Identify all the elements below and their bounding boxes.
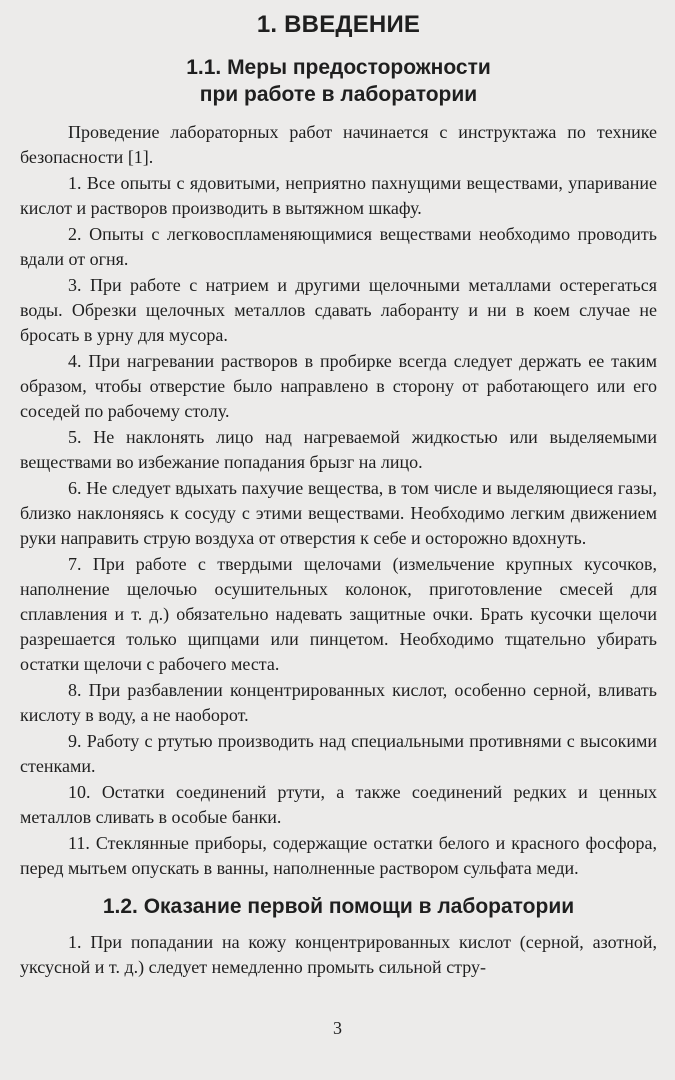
paragraph-first-aid-1: 1. При попадании на кожу концентрированных кислот (серной, азотной, уксусной и т. д.) следует немедленно промыть сильной стру- [20,932,657,977]
paragraph-rule-11: 11. Стеклянные приборы, содержащие остатки белого и красного фосфора, перед мытьем опускать в ванны, наполненные раствором сульфата меди. [20,833,657,878]
chapter-title: 1. ВВЕДЕНИЕ [256,11,421,38]
paragraph-rule-2: 2. Опыты с легковоспламеняющимися веществами необходимо проводить вдали от огня. [20,224,657,269]
paragraph-intro: Проведение лабораторных работ начинается с инструктажа по технике безопасности [1]. [20,122,657,167]
paragraph-rule-3: 3. При работе с натрием и другими щелочными металлами остерегаться воды. Обрезки щелочных металлов сдавать лаборанту и ни в коем случае не бросать в урну для мусора. [20,275,657,345]
page-number: 3 [333,1018,342,1038]
paragraph-rule-7: 7. При работе с твердыми щелочами (измельчение крупных кусочков, наполнение щелочью осушительных колонок, приготовление смесей для сплавления и т. д.) обязательно надевать защитные очки. Брать кусочки щелочи разрешается только щипцами или пинцетом. Необходимо тщательно убирать остатки щелочи с рабочего места. [20,554,657,674]
section-1-title-line-1: 1.1. Меры предосторожности [186,56,491,79]
section-1-title [20,54,657,108]
section-2-title: 1.2. Оказание первой помощи в лаборатории [102,895,575,918]
paragraph-rule-10: 10. Остатки соединений ртути, а также соединений редких и ценных металлов сливать в особые банки. [20,782,657,827]
paragraph-rule-1: 1. Все опыты с ядовитыми, неприятно пахнущими веществами, упаривание кислот и растворов производить в вытяжном шкафу. [20,173,657,218]
paragraph-rule-6: 6. Не следует вдыхать пахучие вещества, в том числе и выделяющиеся газы, близко наклоняясь к сосуду с этими веществами. Необходимо легким движением руки направить струю воздуха от отверстия к себе и осторожно вдохнуть. [20,478,657,548]
paragraph-rule-9: 9. Работу с ртутью производить над специальными противнями с высокими стенками. [20,731,657,776]
section-2-body [20,930,657,980]
paragraph-rule-5: 5. Не наклонять лицо над нагреваемой жидкостью или выделяемыми веществами во избежание попадания брызг на лицо. [20,427,657,472]
section-1-body [20,120,657,881]
section-1-title-line-2: при работе в лаборатории [199,83,478,106]
paragraph-rule-8: 8. При разбавлении концентрированных кислот, особенно серной, вливать кислоту в воду, а не наоборот. [20,680,657,725]
paragraph-rule-4: 4. При нагревании растворов в пробирке всегда следует держать ее таким образом, чтобы отверстие было направлено в сторону от работающего или его соседей по рабочему столу. [20,351,657,421]
